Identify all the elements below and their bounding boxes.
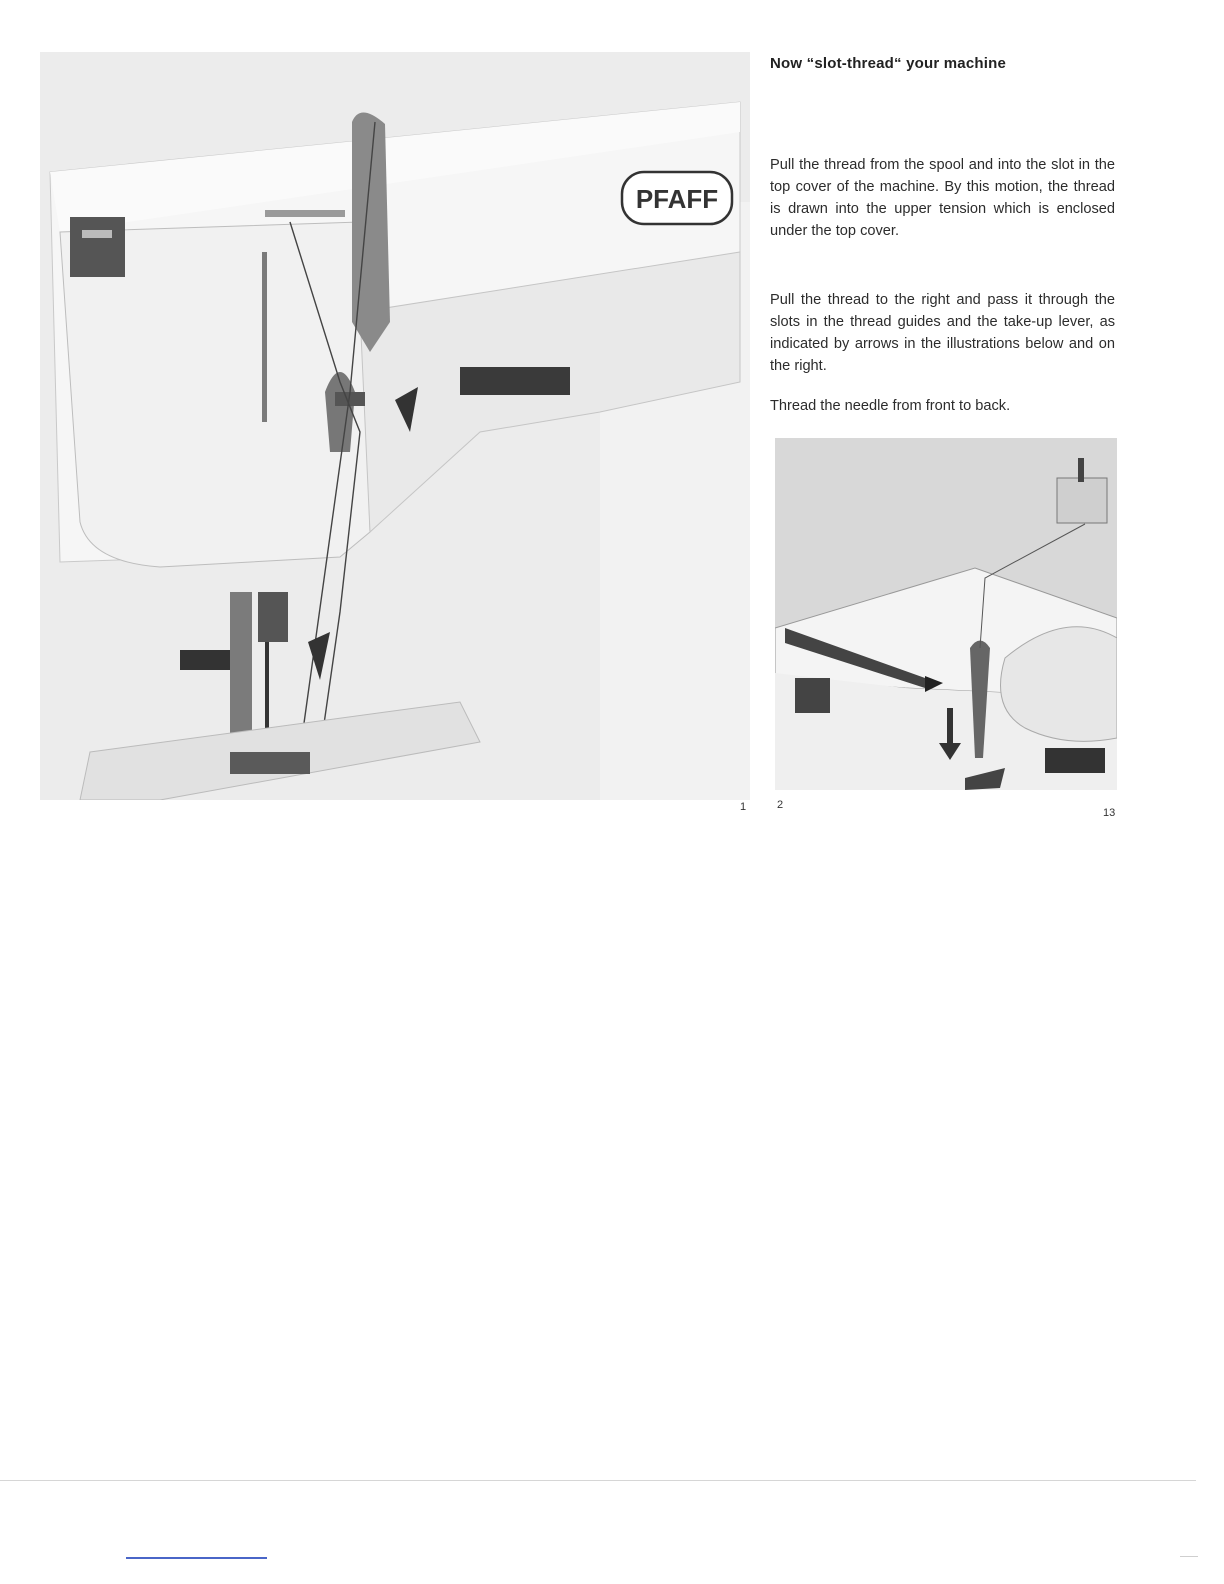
bottom-divider xyxy=(0,1480,1196,1481)
brand-logo xyxy=(622,172,732,224)
section-heading: Now “slot-thread“ your machine xyxy=(770,55,1007,72)
figure-2-threading-illustration xyxy=(775,438,1117,790)
blue-underline-divider xyxy=(126,1557,267,1559)
instruction-paragraph-3: Thread the needle from front to back. xyxy=(770,398,1011,414)
figure-1-machine-illustration xyxy=(40,52,750,800)
corner-divider xyxy=(1180,1556,1198,1557)
brand-text: PFAFF xyxy=(635,184,719,214)
figure-1-label: 1 xyxy=(740,801,747,813)
instruction-paragraph-1: Pull the thread from the spool and into the slot in the top cover of the machine. By this motion, the thread is drawn into the upper tension which is enclosed under the top cover. xyxy=(770,157,1115,239)
instruction-paragraph-2: Pull the thread to the right and pass it through the slots in the thread guides and the take-up lever, as indicated by arrows in the illustrations below and on the right. xyxy=(770,292,1115,374)
page-number: 13 xyxy=(1103,807,1116,819)
figure-2-label: 2 xyxy=(777,799,784,811)
